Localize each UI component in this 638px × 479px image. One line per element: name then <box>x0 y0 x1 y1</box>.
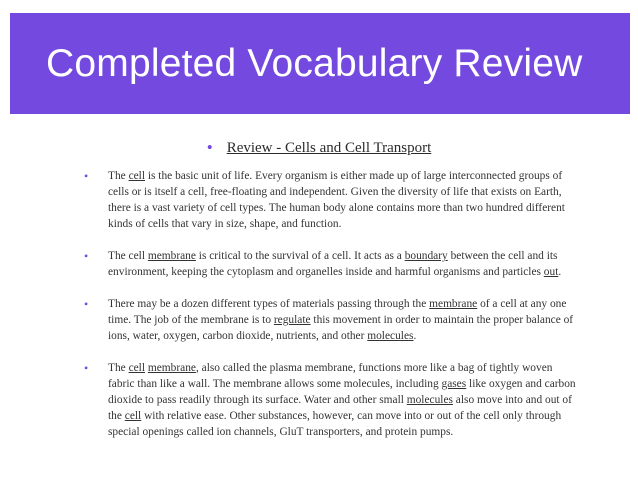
vocab-word: cell <box>128 362 146 374</box>
text: like oxygen and carbon dioxide to pass readily through its surface. Water and other small <box>108 378 576 406</box>
vocab-word: cell <box>128 170 146 182</box>
vocab-word: out <box>543 266 559 278</box>
paragraph-membrane-transport <box>84 360 580 440</box>
paragraph-membrane-regulation <box>84 296 580 344</box>
text: The <box>108 362 129 374</box>
slide-subtitle <box>0 138 638 158</box>
vocab-word: cell <box>124 410 142 422</box>
text: this movement in order to maintain the proper balance of ions, water, oxygen, carbon dioxide, nutrients, and other <box>108 314 574 342</box>
text: There may be a dozen different types of materials passing through the <box>108 298 430 310</box>
bullet-icon: • <box>84 361 89 375</box>
text: also move into and out of the <box>108 394 572 422</box>
vocab-word: gases <box>441 378 467 390</box>
bullet-icon: • <box>206 138 213 157</box>
text: . <box>558 266 562 278</box>
text: with relative ease. Other substances, however, can move into or out of the cell only through special openings called ion channels, GluT transporters, and protein pumps. <box>108 410 562 438</box>
text: of a cell at any one time. The job of the membrane is to <box>108 298 567 326</box>
vocab-word: molecules <box>367 330 414 342</box>
text: between the cell and its environment, keeping the cytoplasm and organelles inside and harmful organisms and particles <box>108 250 558 278</box>
vocab-word: membrane <box>429 298 478 310</box>
vocab-word: membrane <box>147 250 196 262</box>
slide-title: Completed Vocabulary Review <box>46 41 583 85</box>
bullet-icon: • <box>84 249 89 263</box>
title-bar <box>10 13 630 114</box>
text: is critical to the survival of a cell. It acts as a <box>195 250 405 262</box>
paragraph-membrane-role <box>84 248 580 280</box>
slide-content <box>84 168 580 456</box>
text: is the basic unit of life. Every organism is either made up of large interconnected groups of cells or is itself a cell, free-floating and independent. Given the diversity of life that exists on Earth, there is a vast variety of cell types. The human body alone contains more than two hundred different kinds of cells that vary in size, shape, and function. <box>108 170 565 230</box>
subtitle-text: Review - Cells and Cell Transport <box>226 140 432 156</box>
vocab-word: membrane <box>147 362 196 374</box>
vocab-word: regulate <box>273 314 311 326</box>
bullet-icon: • <box>84 169 89 183</box>
paragraph-cell-basics <box>84 168 580 232</box>
bullet-icon: • <box>84 297 89 311</box>
text: , also called the plasma membrane, functions more like a bag of tightly woven fabric than like a wall. The membrane allows some molecules, including <box>108 362 553 390</box>
vocab-word: boundary <box>404 250 448 262</box>
vocab-word: molecules <box>406 394 453 406</box>
text: The cell <box>108 250 148 262</box>
text: . <box>413 330 417 342</box>
text: The <box>108 170 129 182</box>
